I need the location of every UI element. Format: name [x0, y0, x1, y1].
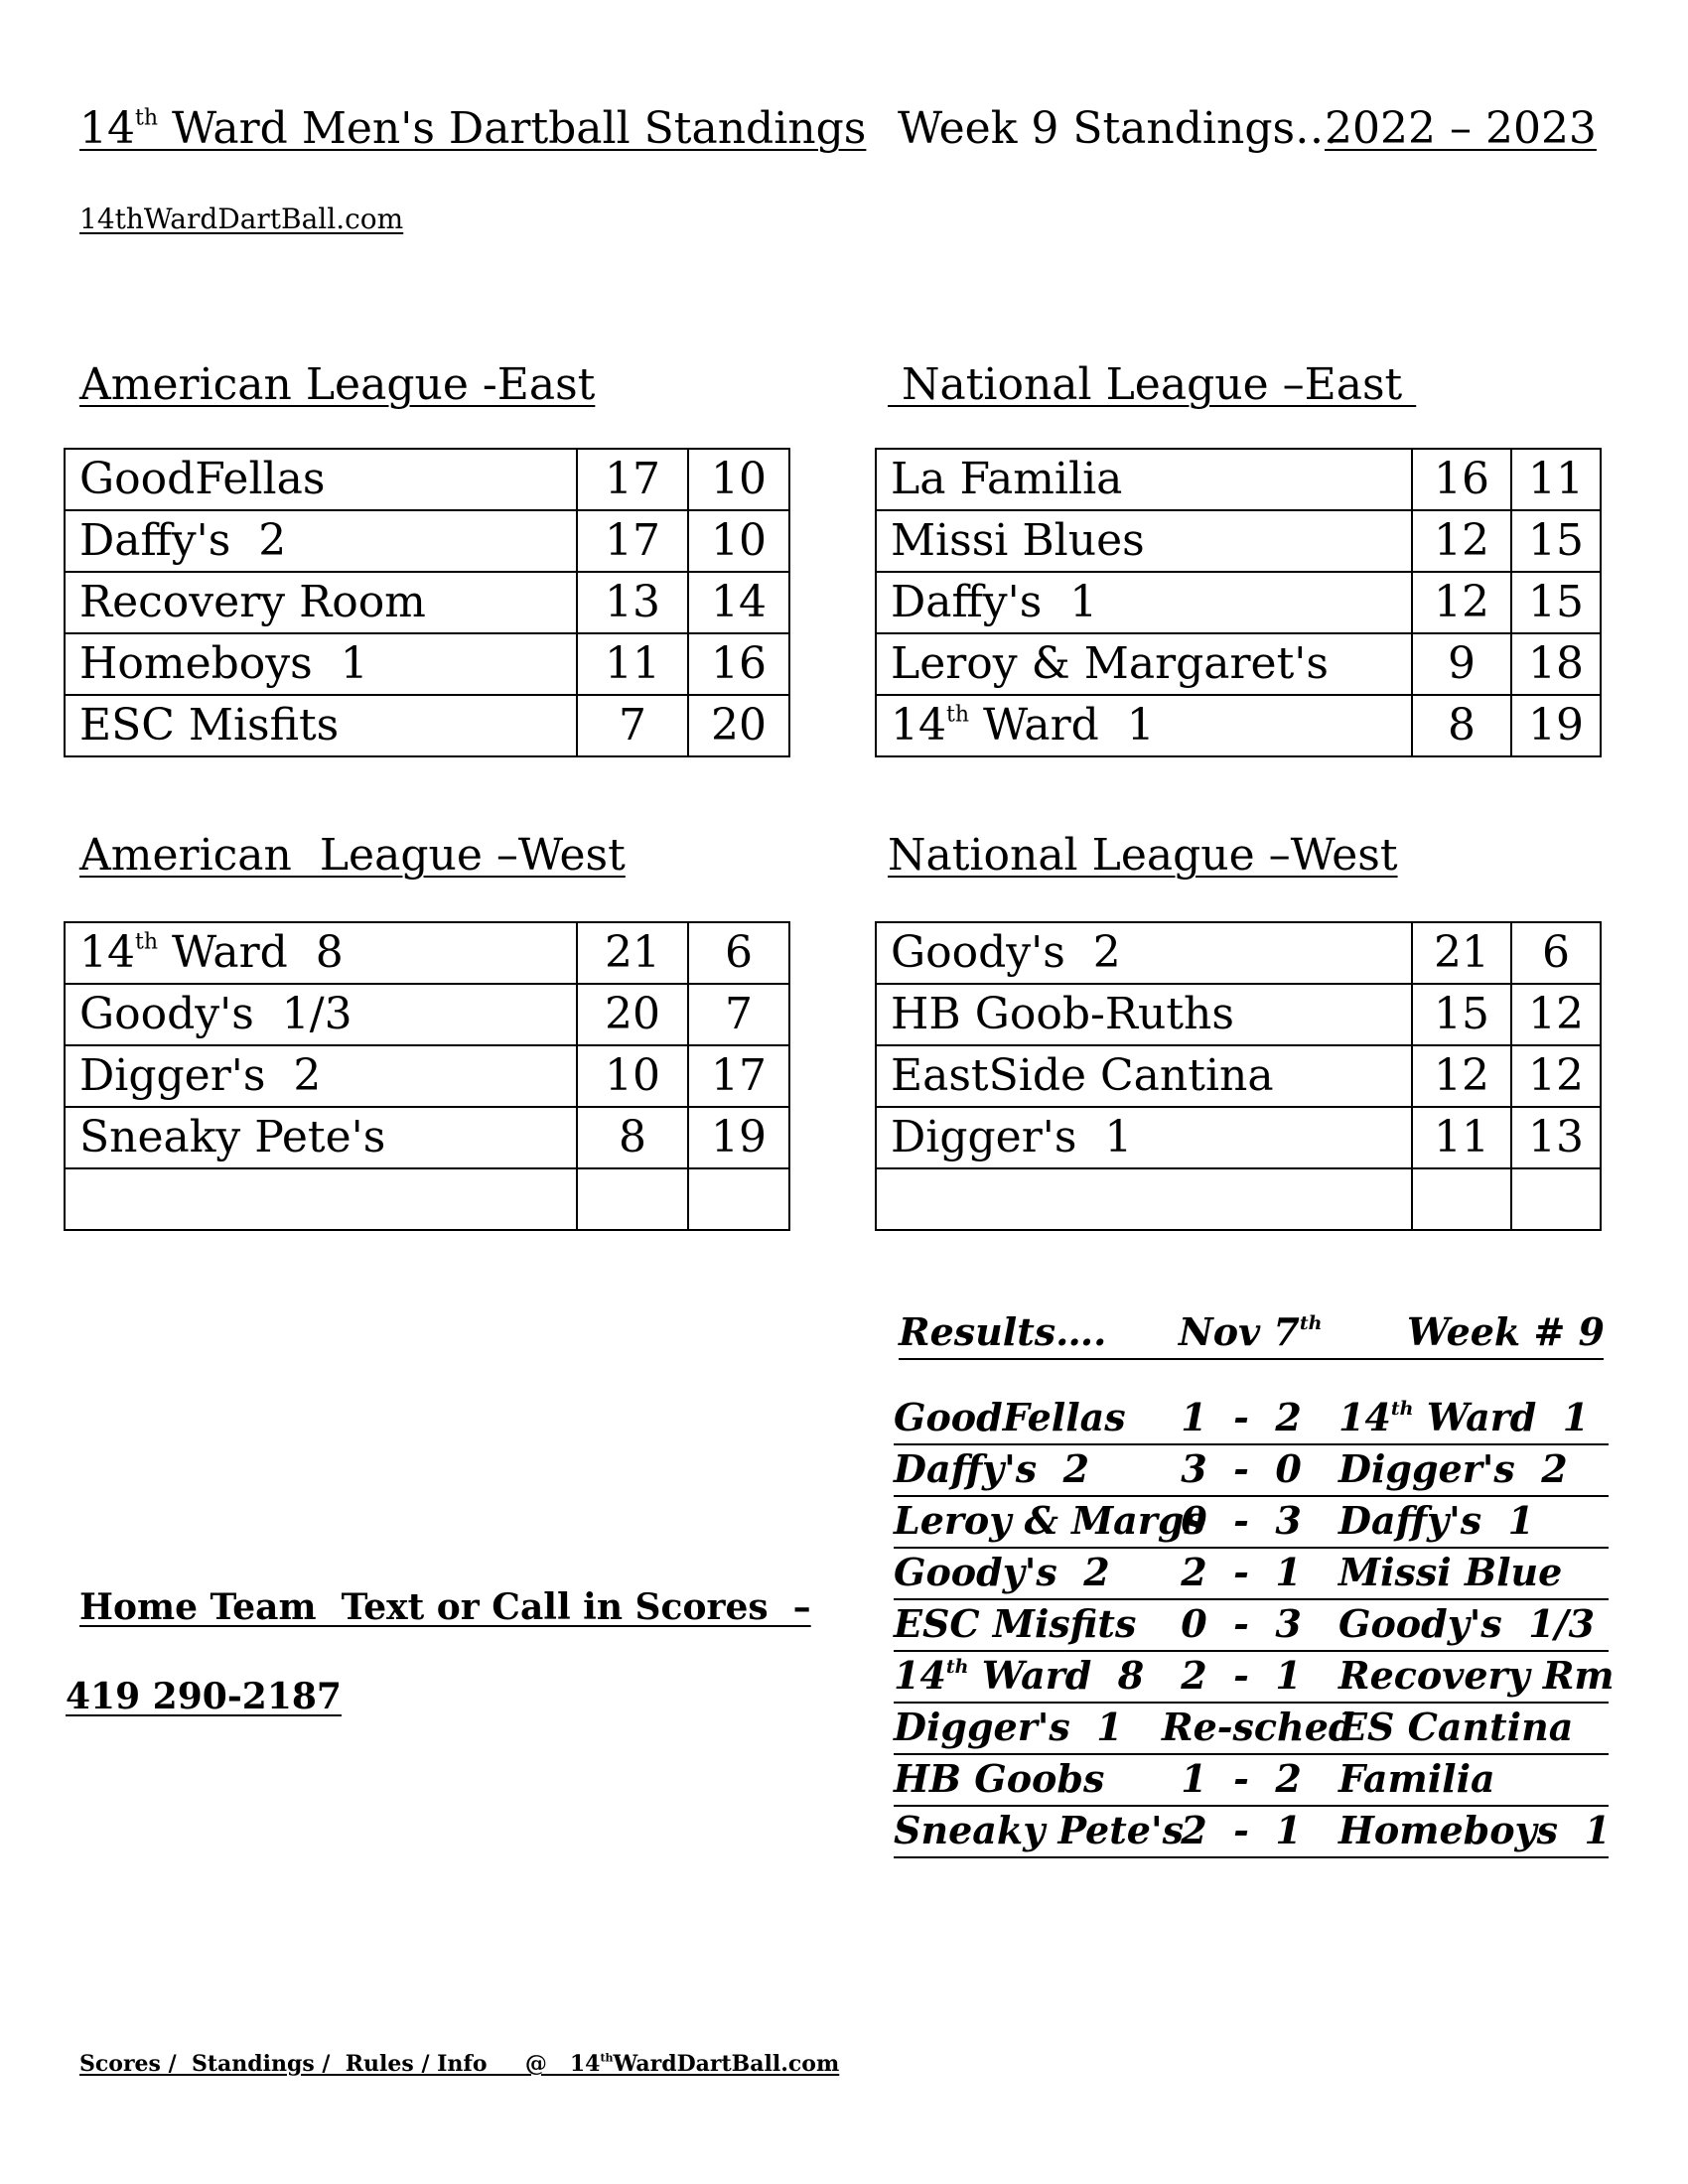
- team-name: Digger's 2: [65, 1045, 577, 1107]
- table-row: [65, 1107, 789, 1168]
- result-score: 0 - 3: [1181, 1498, 1302, 1543]
- wins: 13: [577, 572, 688, 633]
- team-name: Sneaky Pete's: [65, 1107, 577, 1168]
- result-row: [894, 1808, 1611, 1858]
- team-name: Recovery Room: [65, 572, 577, 633]
- season-label: 2022 – 2023: [1325, 103, 1597, 154]
- losses: 6: [1511, 922, 1601, 984]
- results-label: Results….: [899, 1309, 1107, 1354]
- team-name: 14th Ward 8: [65, 922, 577, 984]
- losses: 6: [688, 922, 789, 984]
- result-home: HB Goobs: [894, 1756, 1105, 1801]
- page-title: [79, 103, 866, 154]
- team-name: Daffy's 1: [876, 572, 1412, 633]
- result-score: 3 - 0: [1181, 1446, 1302, 1491]
- result-away: ES Cantina: [1338, 1705, 1574, 1749]
- losses: 17: [688, 1045, 789, 1107]
- result-home: Sneaky Pete's: [894, 1808, 1184, 1852]
- team-name: GoodFellas: [65, 449, 577, 510]
- result-home: 14th Ward 8: [894, 1653, 1145, 1698]
- losses: 10: [688, 510, 789, 572]
- result-away: Daffy's 1: [1338, 1498, 1535, 1543]
- result-away: Familia: [1338, 1756, 1495, 1801]
- table-row: [876, 1168, 1601, 1230]
- team-name: [876, 1168, 1412, 1230]
- result-away: Goody's 1/3: [1338, 1601, 1596, 1646]
- table-row: [65, 449, 789, 510]
- losses: 12: [1511, 1045, 1601, 1107]
- table-row: [65, 695, 789, 756]
- results-week: Week # 9: [1407, 1309, 1605, 1354]
- result-score: Re-sched: [1162, 1705, 1355, 1749]
- result-row: [894, 1601, 1609, 1652]
- result-row: [894, 1707, 1609, 1755]
- al-east-table: [64, 448, 790, 757]
- al-west-table: [64, 921, 790, 1231]
- team-name: ESC Misfits: [65, 695, 577, 756]
- results-date-sup: th: [1299, 1311, 1323, 1334]
- wins: 21: [1412, 922, 1511, 984]
- wins: [1412, 1168, 1511, 1230]
- wins: 17: [577, 449, 688, 510]
- team-name: Homeboys 1: [65, 633, 577, 695]
- losses: [1511, 1168, 1601, 1230]
- results-date-text: Nov 7: [1179, 1309, 1300, 1354]
- title-number: 14: [79, 103, 135, 154]
- losses: 15: [1511, 572, 1601, 633]
- losses: 11: [1511, 449, 1601, 510]
- losses: 10: [688, 449, 789, 510]
- wins: 7: [577, 695, 688, 756]
- results-date: [1179, 1309, 1322, 1354]
- table-row: [876, 572, 1601, 633]
- result-row: [894, 1653, 1615, 1704]
- nl-west-table: [875, 921, 1602, 1231]
- wins: 11: [577, 633, 688, 695]
- contact-label: Home Team Text or Call in Scores –: [79, 1586, 811, 1628]
- table-row: [65, 1168, 789, 1230]
- table-row: [876, 449, 1601, 510]
- al-west-title: American League –West: [79, 830, 626, 881]
- contact-phone[interactable]: 419 290-2187: [66, 1676, 342, 1717]
- wins: 8: [1412, 695, 1511, 756]
- footer-text: Scores / Standings / Rules / Info @ 14: [79, 2051, 601, 2077]
- result-row: [894, 1550, 1609, 1600]
- losses: 14: [688, 572, 789, 633]
- result-score: 1 - 2: [1181, 1756, 1302, 1801]
- table-row: [65, 1045, 789, 1107]
- footer-text-rest: WardDartBall.com: [613, 2051, 840, 2077]
- result-row: [894, 1756, 1609, 1807]
- title-sup: th: [135, 105, 159, 131]
- wins: 12: [1412, 510, 1511, 572]
- team-name: EastSide Cantina: [876, 1045, 1412, 1107]
- wins: [577, 1168, 688, 1230]
- nl-east-title: National League –East: [888, 359, 1417, 410]
- result-home: GoodFellas: [894, 1395, 1126, 1439]
- team-name: Daffy's 2: [65, 510, 577, 572]
- losses: [688, 1168, 789, 1230]
- wins: 11: [1412, 1107, 1511, 1168]
- team-name: 14th Ward 1: [876, 695, 1412, 756]
- result-home: Daffy's 2: [894, 1446, 1090, 1491]
- losses: 13: [1511, 1107, 1601, 1168]
- wins: 9: [1412, 633, 1511, 695]
- result-score: 2 - 1: [1181, 1550, 1302, 1594]
- table-row: [876, 510, 1601, 572]
- footer-links: [79, 2051, 839, 2077]
- table-row: [876, 1107, 1601, 1168]
- results-header: [899, 1309, 1605, 1360]
- team-name: Leroy & Margaret's: [876, 633, 1412, 695]
- result-away: Recovery Rm: [1338, 1653, 1615, 1698]
- wins: 20: [577, 984, 688, 1045]
- losses: 16: [688, 633, 789, 695]
- team-name: Goody's 2: [876, 922, 1412, 984]
- team-name: Missi Blues: [876, 510, 1412, 572]
- result-away: 14th Ward 1: [1338, 1395, 1590, 1439]
- result-row: [894, 1498, 1609, 1549]
- wins: 21: [577, 922, 688, 984]
- wins: 15: [1412, 984, 1511, 1045]
- wins: 12: [1412, 572, 1511, 633]
- losses: 7: [688, 984, 789, 1045]
- wins: 10: [577, 1045, 688, 1107]
- week-label: Week 9 Standings…: [898, 103, 1339, 154]
- result-away: Missi Blue: [1338, 1550, 1563, 1594]
- wins: 8: [577, 1107, 688, 1168]
- result-row: [894, 1446, 1609, 1497]
- table-row: [876, 695, 1601, 756]
- losses: 15: [1511, 510, 1601, 572]
- table-row: [65, 633, 789, 695]
- wins: 17: [577, 510, 688, 572]
- losses: 20: [688, 695, 789, 756]
- result-home: Digger's 1: [894, 1705, 1123, 1749]
- result-row: [894, 1395, 1609, 1445]
- result-score: 2 - 1: [1181, 1653, 1302, 1698]
- nl-east-table: [875, 448, 1602, 757]
- table-row: [65, 572, 789, 633]
- result-score: 2 - 1: [1181, 1808, 1302, 1852]
- team-name: Digger's 1: [876, 1107, 1412, 1168]
- losses: 19: [688, 1107, 789, 1168]
- team-name: HB Goob-Ruths: [876, 984, 1412, 1045]
- table-row: [876, 1045, 1601, 1107]
- wins: 16: [1412, 449, 1511, 510]
- result-away: Digger's 2: [1338, 1446, 1568, 1491]
- wins: 12: [1412, 1045, 1511, 1107]
- team-name: Goody's 1/3: [65, 984, 577, 1045]
- result-home: Goody's 2: [894, 1550, 1110, 1594]
- team-name: La Familia: [876, 449, 1412, 510]
- result-score: 1 - 2: [1181, 1395, 1302, 1439]
- result-score: 0 - 3: [1181, 1601, 1302, 1646]
- table-row: [65, 510, 789, 572]
- table-row: [65, 922, 789, 984]
- footer-sup: th: [600, 2051, 614, 2065]
- team-name: [65, 1168, 577, 1230]
- site-link[interactable]: 14thWardDartBall.com: [79, 203, 404, 235]
- losses: 12: [1511, 984, 1601, 1045]
- losses: 18: [1511, 633, 1601, 695]
- table-row: [876, 922, 1601, 984]
- table-row: [876, 984, 1601, 1045]
- result-away: Homeboys 1: [1338, 1808, 1611, 1852]
- result-home: ESC Misfits: [894, 1601, 1137, 1646]
- nl-west-title: National League –West: [888, 830, 1398, 881]
- table-row: [876, 633, 1601, 695]
- title-text: Ward Men's Dartball Standings: [158, 103, 867, 154]
- result-home: Leroy & Margs: [894, 1498, 1205, 1543]
- table-row: [65, 984, 789, 1045]
- al-east-title: American League -East: [79, 359, 596, 410]
- losses: 19: [1511, 695, 1601, 756]
